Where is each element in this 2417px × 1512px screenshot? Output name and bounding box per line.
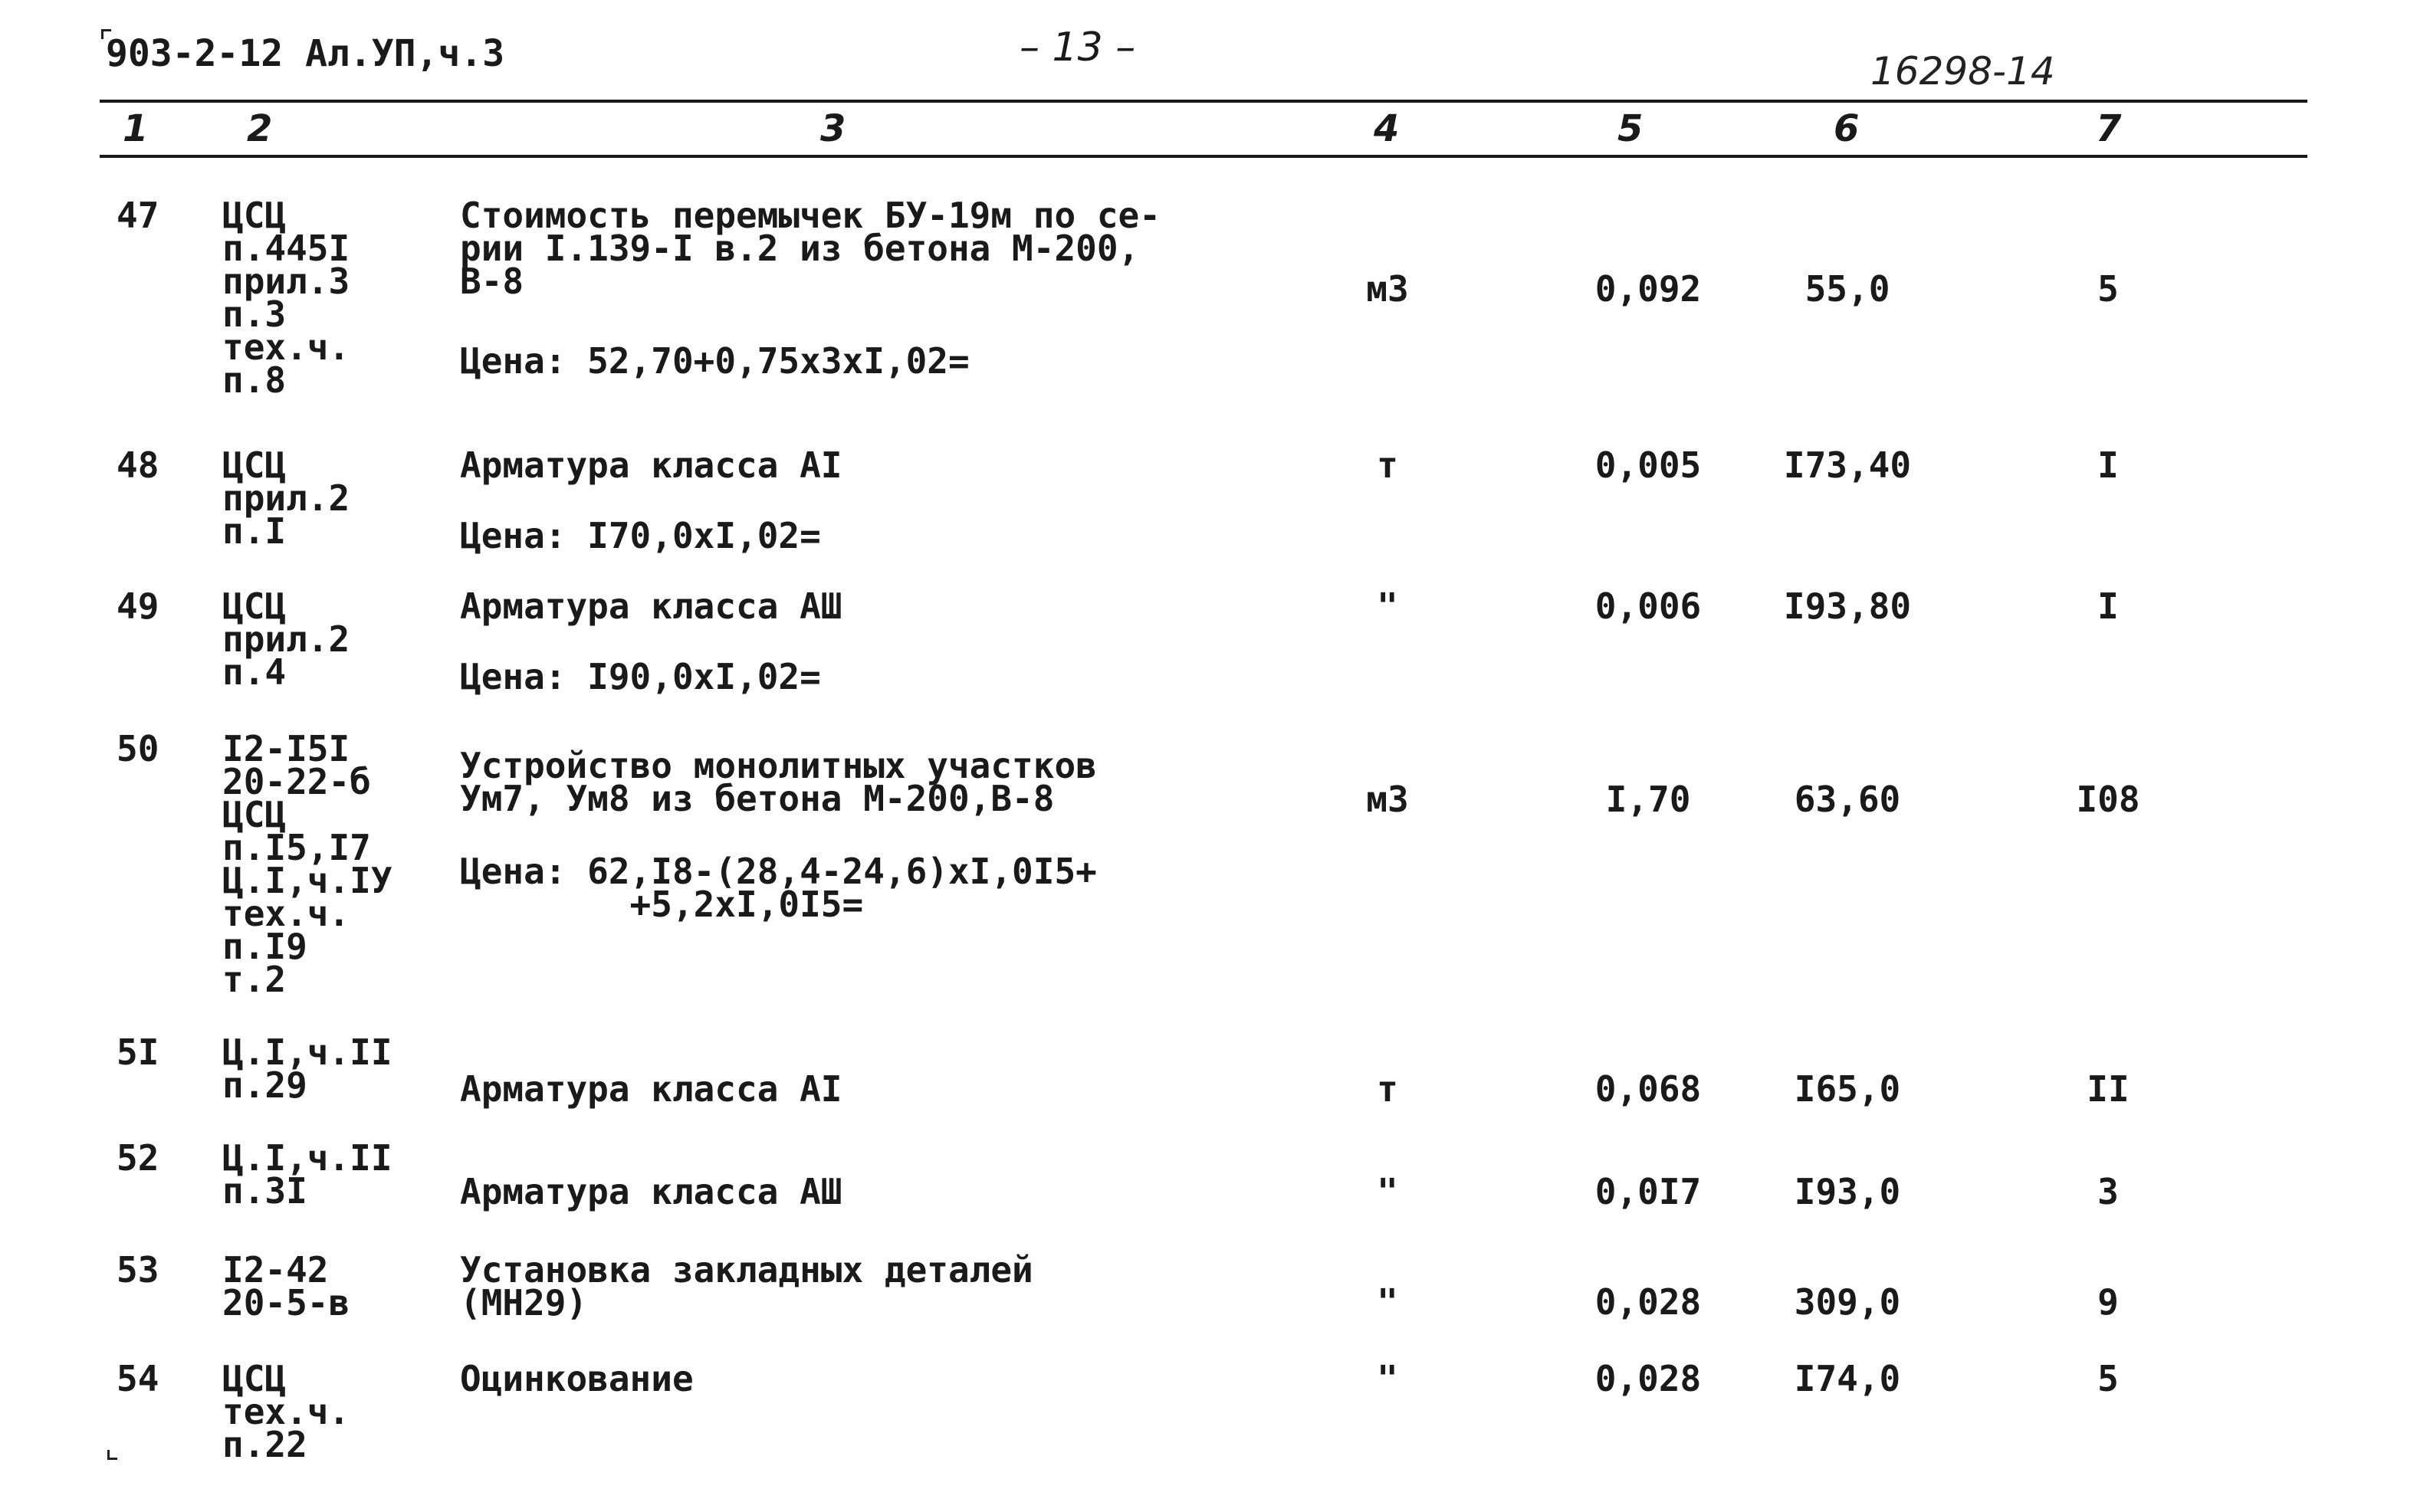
page-number: – 13 –: [1020, 25, 1136, 71]
row-unit-cost: 309,0: [1794, 1281, 1901, 1323]
row-unit-cost: 63,60: [1794, 779, 1901, 820]
row-unit-cost: I93,80: [1783, 585, 1912, 627]
row-total: 5: [2097, 1358, 2119, 1399]
row-description: Стоимость перемычек БУ-19м по се- рии I.139-I в.2 из бетона М-200, В-8: [460, 195, 1161, 302]
column-header-4: 4: [1374, 107, 1400, 150]
header-rule-top: [100, 100, 2307, 103]
row-reference: ЦСЦ прил.2 п.I: [222, 444, 350, 552]
row-description: Устройство монолитных участков Ум7, Ум8 из бетона М-200,В-8: [460, 745, 1097, 819]
row-description: Арматура класса AI: [460, 444, 842, 486]
row-price-formula: Цена: 62,I8-(28,4-24,6)хI,0I5+ +5,2хI,0I5=: [460, 851, 1097, 925]
row-total: II: [2087, 1068, 2130, 1110]
row-unit-cost: 55,0: [1805, 268, 1890, 310]
row-unit: ": [1377, 585, 1398, 627]
row-reference: I2-I5I 20-22-б ЦСЦ п.I5,I7 Ц.I,ч.IУ тех.ч. п.I9 т.2: [222, 728, 392, 1000]
column-header-6: 6: [1834, 107, 1860, 150]
handwritten-number: 16298-14: [1870, 49, 2055, 93]
column-header-1: 1: [123, 107, 149, 150]
row-unit: м3: [1366, 779, 1409, 820]
row-price-formula: Цена: I70,0хI,02=: [460, 515, 821, 556]
row-description: Установка закладных деталей (МН29): [460, 1249, 1033, 1323]
row-reference: I2-42 20-5-в: [222, 1249, 350, 1323]
column-header-5: 5: [1617, 107, 1644, 150]
row-number: 54: [117, 1358, 159, 1399]
row-description: Арматура класса AI: [460, 1068, 842, 1110]
row-quantity: 0,028: [1594, 1281, 1702, 1323]
row-unit: ": [1377, 1281, 1398, 1323]
row-unit: ": [1377, 1358, 1398, 1399]
row-quantity: 0,092: [1594, 268, 1702, 310]
column-header-7: 7: [2096, 107, 2122, 150]
row-unit: м3: [1366, 268, 1409, 310]
row-quantity: 0,0I7: [1594, 1171, 1702, 1212]
row-reference: Ц.I,ч.II п.29: [222, 1032, 392, 1106]
row-number: 48: [117, 444, 159, 486]
row-number: 47: [117, 195, 159, 236]
row-total: 5: [2097, 268, 2119, 310]
row-total: I08: [2076, 779, 2140, 820]
row-reference: ЦСЦ п.445I прил.3 п.3 тех.ч. п.8: [222, 195, 350, 401]
row-total: I: [2097, 444, 2119, 486]
column-header-2: 2: [247, 107, 273, 150]
row-quantity: 0,006: [1594, 585, 1702, 627]
row-number: 49: [117, 585, 159, 627]
row-number: 50: [117, 728, 159, 769]
row-unit-cost: I65,0: [1794, 1068, 1901, 1110]
row-number: 52: [117, 1137, 159, 1179]
row-number: 53: [117, 1249, 159, 1291]
row-unit: т: [1377, 444, 1398, 486]
row-description: Арматура класса АШ: [460, 1171, 842, 1212]
header-rule-bottom: [100, 155, 2307, 158]
row-unit-cost: I73,40: [1783, 444, 1912, 486]
row-number: 5I: [117, 1032, 159, 1073]
row-total: 3: [2097, 1171, 2119, 1212]
row-quantity: 0,068: [1594, 1068, 1702, 1110]
row-reference: Ц.I,ч.II п.3I: [222, 1137, 392, 1212]
row-reference: ЦСЦ тех.ч. п.22: [222, 1358, 350, 1465]
row-unit: ": [1377, 1171, 1398, 1212]
row-total: I: [2097, 585, 2119, 627]
row-description: Арматура класса АШ: [460, 585, 842, 627]
row-total: 9: [2097, 1281, 2119, 1323]
row-reference: ЦСЦ прил.2 п.4: [222, 585, 350, 693]
document-code: 903-2-12 Ал.УП,ч.3: [106, 32, 505, 75]
row-unit-cost: I74,0: [1794, 1358, 1901, 1399]
row-quantity: 0,028: [1594, 1358, 1702, 1399]
row-quantity: 0,005: [1594, 444, 1702, 486]
row-price-formula: Цена: 52,70+0,75х3хI,02=: [460, 340, 970, 382]
row-quantity: I,70: [1605, 779, 1691, 820]
row-unit: т: [1377, 1068, 1398, 1110]
row-description: Оцинкование: [460, 1358, 694, 1399]
corner-mark-bottom: [107, 1450, 117, 1460]
row-price-formula: Цена: I90,0хI,02=: [460, 656, 821, 697]
column-header-3: 3: [820, 107, 846, 150]
row-unit-cost: I93,0: [1794, 1171, 1901, 1212]
